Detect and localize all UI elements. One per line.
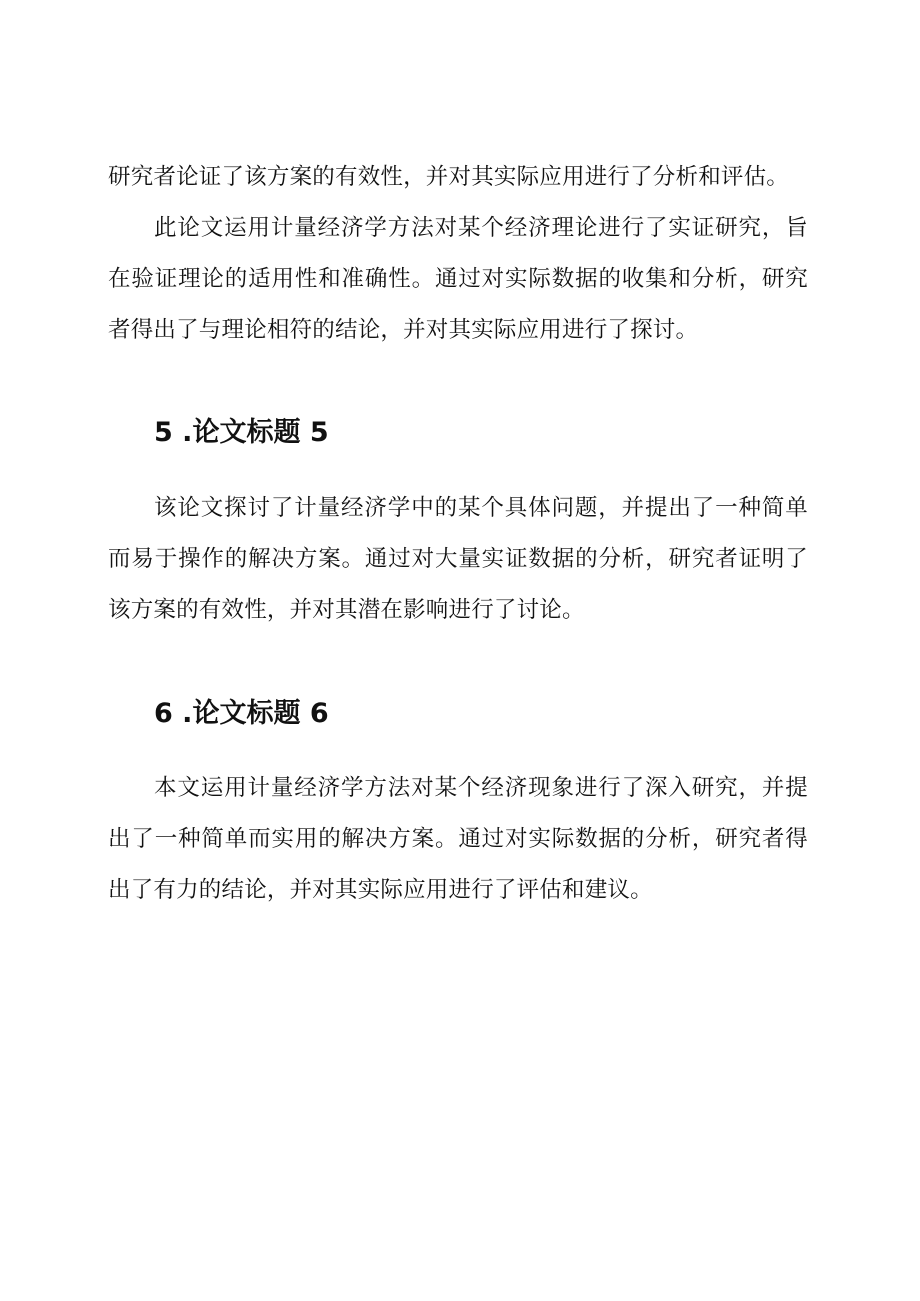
section-6-body: 本文运用计量经济学方法对某个经济现象进行了深入研究，并提出了一种简单而实用的解决方案。通过对实际数据的分析，研究者得出了有力的结论，并对其实际应用进行了评估和建议。	[108, 775, 808, 903]
section-5-body: 该论文探讨了计量经济学中的某个具体问题，并提出了一种简单而易于操作的解决方案。通过对大量实证数据的分析，研究者证明了该方案的有效性，并对其潜在影响进行了讨论。	[108, 495, 808, 623]
section-5-heading: 5 .论文标题 5	[154, 417, 329, 448]
section-6-heading: 6 .论文标题 6	[154, 698, 329, 729]
continuation-paragraph: 研究者论证了该方案的有效性，并对其实际应用进行了分析和评估。	[108, 164, 790, 190]
paragraph-1: 此论文运用计量经济学方法对某个经济理论进行了实证研究，旨在验证理论的适用性和准确性。通过对实际数据的收集和分析，研究者得出了与理论相符的结论，并对其实际应用进行了探讨。	[108, 215, 808, 343]
